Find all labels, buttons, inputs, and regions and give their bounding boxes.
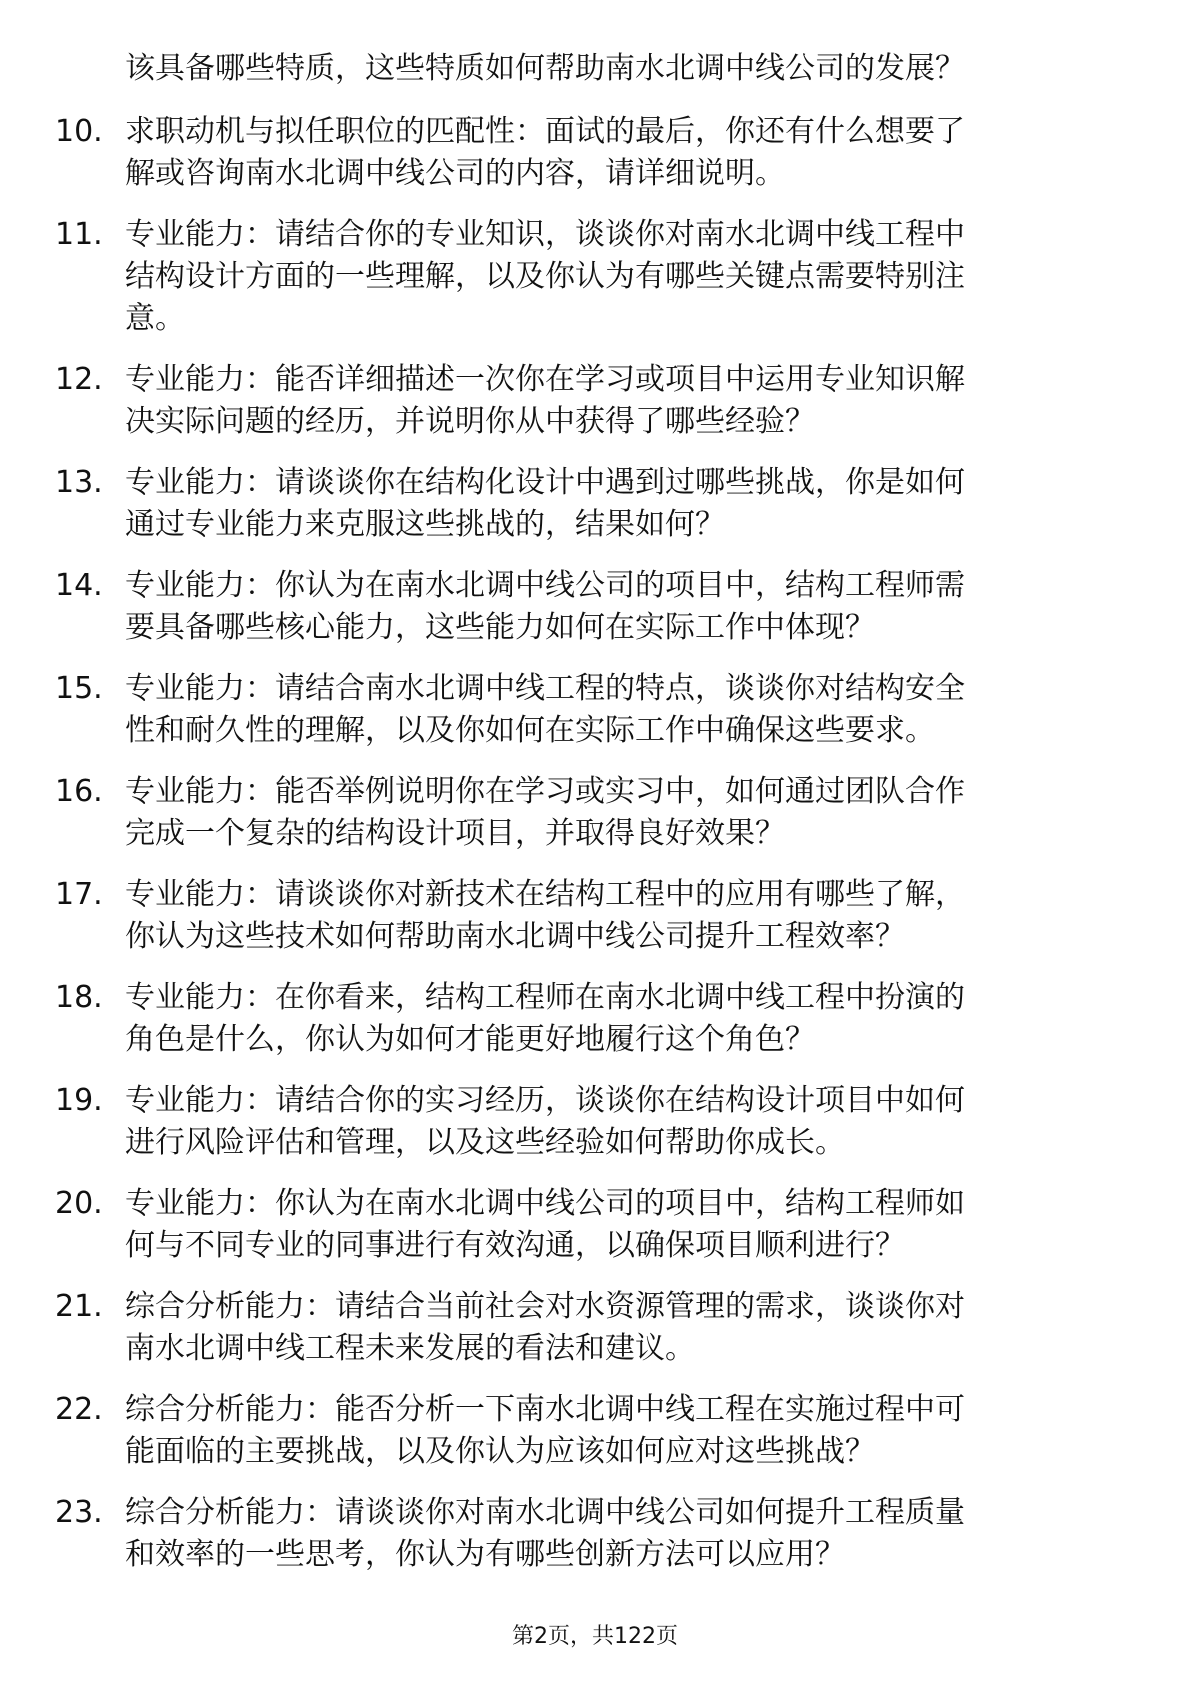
question-number: 12. [55,362,103,397]
question-text: 专业能力：请谈谈你在结构化设计中遇到过哪些挑战，你是如何 通过专业能力来克服这些挑战的，结果如何？ [125,465,965,542]
question-number: 21. [55,1289,103,1324]
question-text: 专业能力：请结合你的专业知识，谈谈你对南水北调中线工程中 结构设计方面的一些理解，以及你认为有哪些关键点需要特别注 意。 [125,217,965,336]
question-text: 专业能力：你认为在南水北调中线公司的项目中，结构工程师需 要具备哪些核心能力，这些能力如何在实际工作中体现？ [125,568,965,645]
question-text: 专业能力：能否详细描述一次你在学习或项目中运用专业知识解 决实际问题的经历，并说明你从中获得了哪些经验？ [125,362,965,439]
question-number: 23. [55,1495,103,1530]
question-number: 18. [55,980,103,1015]
question-number: 22. [55,1392,103,1427]
continued-question-text: 该具备哪些特质，这些特质如何帮助南水北调中线公司的发展？ [125,51,965,86]
question-text: 专业能力：你认为在南水北调中线公司的项目中，结构工程师如 何与不同专业的同事进行有效沟通，以确保项目顺利进行？ [125,1186,965,1263]
question-number: 16. [55,774,103,809]
question-item [0,874,1190,958]
question-number: 11. [55,217,103,252]
question-item [0,1080,1190,1164]
question-list [0,111,1190,1595]
question-text: 专业能力：请结合你的实习经历，谈谈你在结构设计项目中如何 进行风险评估和管理，以及这些经验如何帮助你成长。 [125,1083,965,1160]
question-item [0,1286,1190,1370]
question-text: 求职动机与拟任职位的匹配性：面试的最后，你还有什么想要了 解或咨询南水北调中线公司的内容，请详细说明。 [125,114,965,191]
question-item [0,359,1190,443]
question-item [0,462,1190,546]
question-item [0,1492,1190,1576]
question-text: 专业能力：能否举例说明你在学习或实习中，如何通过团队合作 完成一个复杂的结构设计项目，并取得良好效果？ [125,774,965,851]
question-text: 综合分析能力：能否分析一下南水北调中线工程在实施过程中可 能面临的主要挑战，以及你认为应该如何应对这些挑战？ [125,1392,965,1469]
question-number: 15. [55,671,103,706]
question-text: 专业能力：请结合南水北调中线工程的特点，谈谈你对结构安全 性和耐久性的理解，以及你如何在实际工作中确保这些要求。 [125,671,965,748]
page-footer: 第2页，共122页 [512,1624,678,1649]
question-text: 综合分析能力：请谈谈你对南水北调中线公司如何提升工程质量 和效率的一些思考，你认为有哪些创新方法可以应用？ [125,1495,965,1572]
question-item [0,977,1190,1061]
question-text: 综合分析能力：请结合当前社会对水资源管理的需求，谈谈你对 南水北调中线工程未来发展的看法和建议。 [125,1289,965,1366]
question-text: 专业能力：请谈谈你对新技术在结构工程中的应用有哪些了解， 你认为这些技术如何帮助南水北调中线公司提升工程效率？ [125,877,965,954]
question-item [0,1183,1190,1267]
question-item [0,668,1190,752]
question-number: 14. [55,568,103,603]
question-item [0,214,1190,340]
question-number: 10. [55,114,103,149]
question-number: 19. [55,1083,103,1118]
question-number: 17. [55,877,103,912]
question-number: 20. [55,1186,103,1221]
question-item [0,111,1190,195]
question-item [0,771,1190,855]
question-number: 13. [55,465,103,500]
question-item [0,1389,1190,1473]
question-item [0,565,1190,649]
question-text: 专业能力：在你看来，结构工程师在南水北调中线工程中扮演的 角色是什么，你认为如何才能更好地履行这个角色？ [125,980,965,1057]
